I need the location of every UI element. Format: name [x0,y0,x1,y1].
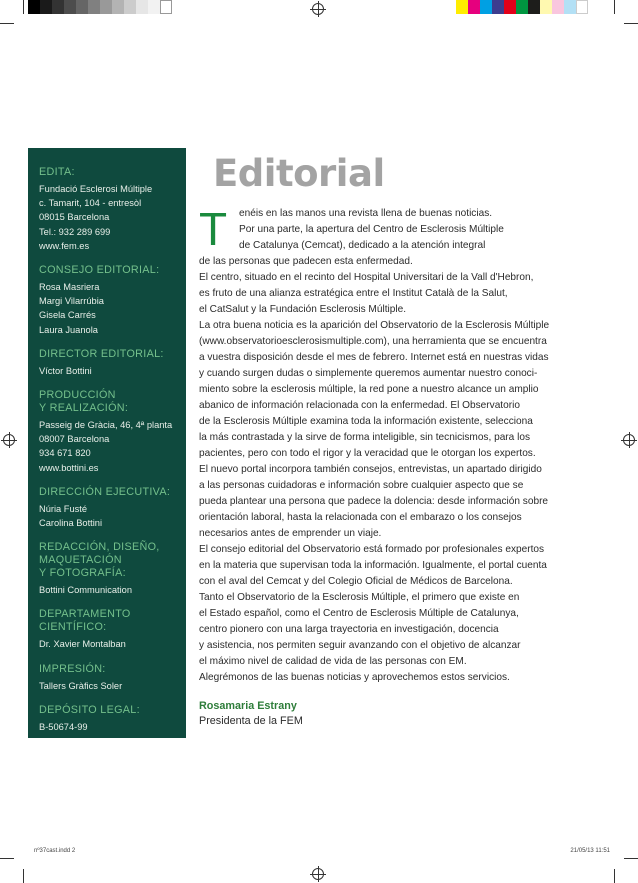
timestamp-slug: 21/05/13 11:51 [570,848,610,854]
article-line: de las personas que padecen esta enfermedad. [199,256,413,267]
article-line: orientación laboral, hasta la relacionada con el embarazo o los consejos [199,512,522,523]
credits-line: Carolina Bottini [39,518,103,529]
credits-line: Dr. Xavier Montalban [39,639,126,650]
article-line: es fruto de una alianza estratégica entre el Institut Català de la Salut, [199,288,508,299]
credits-sidebar [28,148,186,738]
credits-section [39,166,186,253]
credits-line: Margi Vilarrúbia [39,296,104,307]
article-line: y asistencia, nos permiten seguir avanzando con el objetivo de alcanzar [199,640,521,651]
credits-line: 934 671 820 [39,448,91,459]
color-bar [456,0,588,14]
article-line: de la Esclerosis Múltiple examina toda la información existente, selecciona [199,416,533,427]
article-line: abanico de información relacionada con la enfermedad. El Observatorio [199,400,520,411]
crop-mark [0,23,14,24]
credits-section [39,264,186,337]
credits-line: c. Tamarit, 104 - entresòl [39,198,142,209]
crop-mark [23,869,24,883]
registration-mark-icon [312,3,324,15]
registration-mark-icon [3,434,15,446]
registration-mark-icon [623,434,635,446]
crop-mark [614,0,615,14]
credits-line: Fundació Esclerosi Múltiple [39,184,153,194]
article-line: a vuestra disposición desde el mes de febrero. Internet está en nuestras vidas [199,352,549,363]
credits-section-title: REDACCIÓN, DISEÑO, MAQUETACIÓN Y FOTOGRAFÍA: [39,541,160,580]
credits-section-title: DEPARTAMENTO CIENTÍFICO: [39,608,131,634]
credits-line: Passeig de Gràcia, 46, 4ª planta [39,420,173,431]
article-line: en la materia que supervisan toda la información. Igualmente, el portal cuenta [199,560,547,571]
credits-section-title: IMPRESIÓN: [39,662,106,675]
credits-section [39,608,186,651]
article-line: Tanto el Observatorio de la Esclerosis Múltiple, el primero que existe en [199,592,520,603]
file-slug: nº37cast.indd 2 [34,848,76,854]
crop-mark [0,858,14,859]
article-line: necesarios antes de emprender un viaje. [199,528,382,539]
article-line: El centro, situado en el recinto del Hospital Universitari de la Vall d'Hebron, [199,272,534,283]
registration-mark-icon [312,868,324,880]
credits-line: Núria Fusté [39,503,88,514]
editorial-article [199,203,579,729]
credits-section-title: CONSEJO EDITORIAL: [39,264,160,277]
article-line: con el aval del Cemcat y del Colegio Oficial de Médicos de Barcelona. [199,576,513,587]
article-line: enéis en las manos una revista llena de buenas noticias. [239,208,493,219]
article-line: La otra buena noticia es la aparición del Observatorio de la Esclerosis Múltiple [199,320,550,331]
article-line: el Estado español, como el Centro de Esclerosis Múltiple de Catalunya, [199,608,519,619]
article-line: centro pionero con una larga trayectoria en investigación, docencia [199,624,499,635]
credits-section [39,663,186,693]
article-line: de Catalunya (Cemcat), dedicado a la atención integral [239,240,486,251]
article-line: el máximo nivel de calidad de vida de las personas con EM. [199,656,467,667]
article-line: pacientes, pero con todo el rigor y la veracidad que le otorgan los expertos. [199,448,536,459]
credits-line: Tel.: 932 289 699 [39,226,111,237]
page-title: Editorial [213,152,385,195]
credits-section [39,348,186,378]
credits-section [39,389,186,475]
article-line: El consejo editorial del Observatorio está formado por profesionales expertos [199,544,545,555]
credits-section-title: DEPÓSITO LEGAL: [39,703,140,716]
credits-section-title: DIRECTOR EDITORIAL: [39,347,164,360]
credits-section-title: PRODUCCIÓN Y REALIZACIÓN: [39,389,129,415]
article-line: y cuando surgen dudas o simplemente queremos aumentar nuestro conoci- [199,368,538,379]
credits-section-title: DIRECCIÓN EJECUTIVA: [39,485,171,498]
credits-line: 08015 Barcelona [39,212,110,223]
article-line: la más contrastada y la sirve de forma inteligible, sin tecnicismos, para los [199,432,530,443]
credits-section [39,541,186,597]
grayscale-bar [28,0,172,14]
article-line: miento sobre la esclerosis múltiple, la red pone a nuestro alcance un amplio [199,384,539,395]
crop-mark [624,23,638,24]
credits-line: Rosa Masriera [39,282,100,293]
credits-section [39,486,186,530]
crop-mark [614,869,615,883]
credits-line: Gisela Carrés [39,310,96,321]
credits-line: www.bottini.es [39,462,99,473]
credits-line: Laura Juanola [39,324,98,335]
article-body [199,254,579,686]
credits-line: 08007 Barcelona [39,434,110,445]
article-line: el CatSalut y la Fundación Esclerosis Múltiple. [199,304,407,315]
article-line: pueda plantear una persona que padece la dolencia: desde información sobre [199,496,549,507]
article-line: Alegrémonos de las buenas noticias y aprovechemos estos servicios. [199,672,510,683]
credits-line: www.fem.es [39,240,90,251]
crop-mark [624,858,638,859]
credits-line: B-50674-99 [39,721,88,732]
article-line: a las personas cuidadoras e información sobre cualquier aspecto que se [199,480,524,491]
article-line: (www.observatorioesclerosismultiple.com), una herramienta que se encuentra [199,336,547,347]
article-line: Por una parte, la apertura del Centro de Esclerosis Múltiple [239,224,504,235]
dropcap-block [199,203,579,255]
credits-line: Bottini Communication [39,585,133,596]
credits-line: Víctor Bottini [39,365,92,376]
dropcap: T [199,203,228,255]
credits-line: Tallers Gràfics Soler [39,680,123,691]
crop-mark [23,0,24,14]
credits-section-title: EDITA: [39,166,75,178]
signature-name: Rosamaria Estrany [199,700,297,712]
article-line: El nuevo portal incorpora también consejos, entrevistas, un apartado dirigido [199,464,542,475]
signature-role: Presidenta de la FEM [199,715,303,727]
credits-section [39,704,186,734]
